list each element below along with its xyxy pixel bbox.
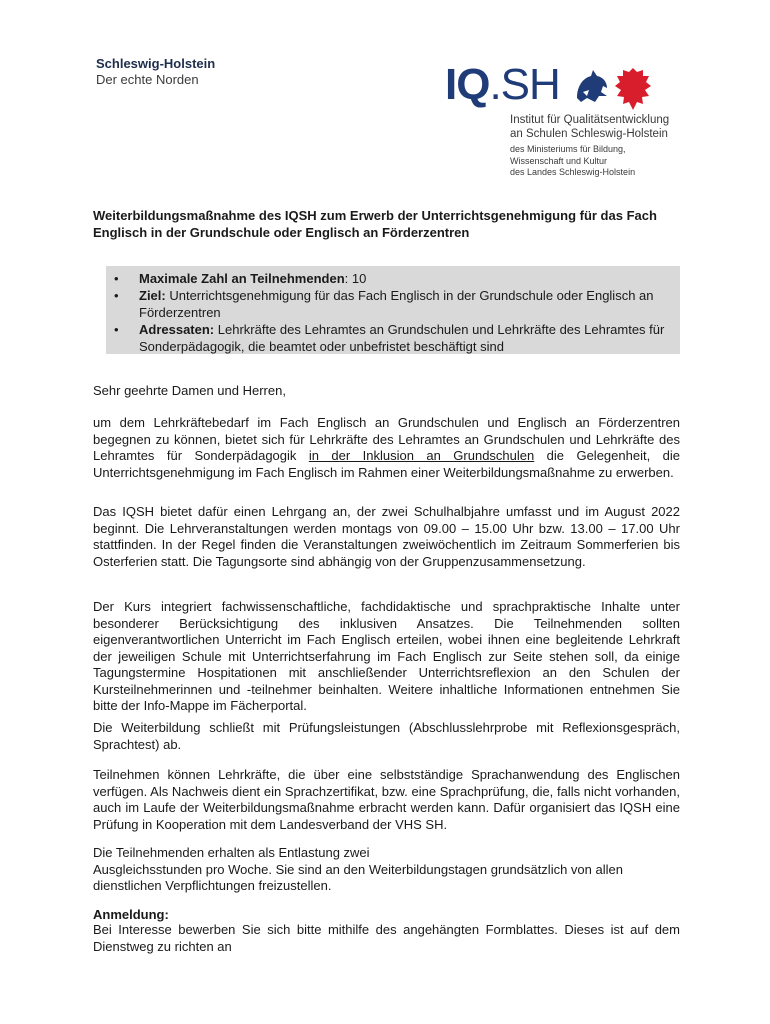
paragraph-relief-hours: Die Teilnehmenden erhalten als Entlastung zwei Ausgleichsstunden pro Woche. Sie sind an den Weiterbildungstagen grundsätzlich von allen dienstlichen Verpflichtungen freizustellen.: [93, 845, 623, 893]
paragraph-requirements: Teilnehmen können Lehrkräfte, die über eine selbstständige Sprachanwendung des Englischen verfügen. Als Nachweis dient ein Sprachzertifikat, bzw. eine Sprachprüfung, die, falls nicht vorhanden, auch im Laufe der Weiterbildungsmaßnahme erbracht werden kann. Dafür organisiert das IQSH eine Prüfung in Kooperation mit dem Landesverband der VHS SH.: [93, 767, 680, 832]
state-tagline: Der echte Norden: [96, 72, 199, 87]
summary-item-audience: • Adressaten: Lehrkräfte des Lehramtes an Grundschulen und Lehrkräfte des Lehramtes für Sonderpädagogik, die beamtet oder unbefristet beschäftigt sind: [139, 321, 669, 355]
registration-heading: Anmeldung:: [93, 907, 169, 922]
paragraph-course-schedule: Das IQSH bietet dafür einen Lehrgang an, der zwei Schulhalbjahre umfasst und im August 2022 beginnt. Die Lehrveranstaltungen werden montags von 09.00 – 15.00 Uhr bzw. 13.00 – 17.00 Uhr stattfinden. In der Regel finden die Veranstaltungen zweiwöchentlich im Zeitraum Sommerferien bis Osterferien statt. Die Tagungsorte sind abhängig von der Gruppenzusammensetzung.: [93, 504, 680, 569]
schleswig-holstein-logo: [96, 56, 215, 88]
iqsh-wordmark: IQ.SH: [445, 60, 560, 109]
institute-line-1: Institut für Qualitätsentwicklung: [510, 114, 670, 126]
paragraph-exams: Die Weiterbildung schließt mit Prüfungsleistungen (Abschlusslehrprobe mit Reflexionsgespräch, Sprachtest) ab.: [93, 720, 680, 752]
state-name: Schleswig-Holstein: [96, 56, 216, 71]
ministry-line-2: Wissenschaft und Kultur: [510, 155, 608, 166]
registration-text: Bei Interesse bewerben Sie sich bitte mithilfe des angehängten Formblattes. Dieses ist auf dem Dienstweg zu richten an: [93, 922, 680, 954]
summary-box: [106, 266, 680, 354]
iqsh-logo: [445, 60, 655, 110]
summary-list: [139, 270, 669, 355]
ministry-line-1: des Ministeriums für Bildung,: [510, 144, 626, 154]
paragraph-intro: um dem Lehrkräftebedarf im Fach Englisch an Grundschulen und Englisch an Förderzentren begegnen zu können, bietet sich für Lehrkräfte des Lehramtes an Grundschulen und Lehrkräfte des Lehramtes für Sonderpädagogik in der Inklusion an Grundschulen die Gelegenheit, die Unterrichtsgenehmigung im Fach Englisch im Rahmen einer Weiterbildungsmaßnahme zu erwerben.: [93, 415, 680, 480]
nettle-leaf-shield-icon: [613, 66, 653, 112]
document-title: Weiterbildungsmaßnahme des IQSH zum Erwerb der Unterrichtsgenehmigung für das Fach Englisch in der Grundschule oder Englisch an Förderzentren: [93, 208, 657, 240]
lion-emblem-icon: [573, 68, 611, 108]
institute-line-2: an Schulen Schleswig-Holstein: [510, 128, 668, 140]
salutation: Sehr geehrte Damen und Herren,: [93, 383, 286, 398]
summary-item-max-participants: • Maximale Zahl an Teilnehmenden: 10: [139, 270, 669, 287]
institute-address: [510, 113, 669, 179]
summary-item-goal: • Ziel: Unterrichtsgenehmigung für das Fach Englisch in der Grundschule oder Englisch an Förderzentren: [139, 287, 669, 321]
paragraph-course-content: Der Kurs integriert fachwissenschaftliche, fachdidaktische und sprachpraktische Inhalte unter besonderer Berücksichtigung des inklusiven Ansatzes. Die Teilnehmenden sollten eigenverantwortlichen Unterricht im Fach Englisch erteilen, wobei ihnen eine begleitende Lehrkraft der jeweiligen Schule mit Unterrichtserfahrung im Fach Englisch zur Seite stehen soll, da einige Tagungstermine Hospitationen mit anschließender Unterrichtsreflexion an den Schulen der Kursteilnehmerinnen und -teilnehmer beinhalten. Weitere inhaltliche Informationen entnehmen Sie bitte der Info-Mappe im Fächerportal.: [93, 599, 680, 713]
ministry-line-3: des Landes Schleswig-Holstein: [510, 167, 636, 177]
